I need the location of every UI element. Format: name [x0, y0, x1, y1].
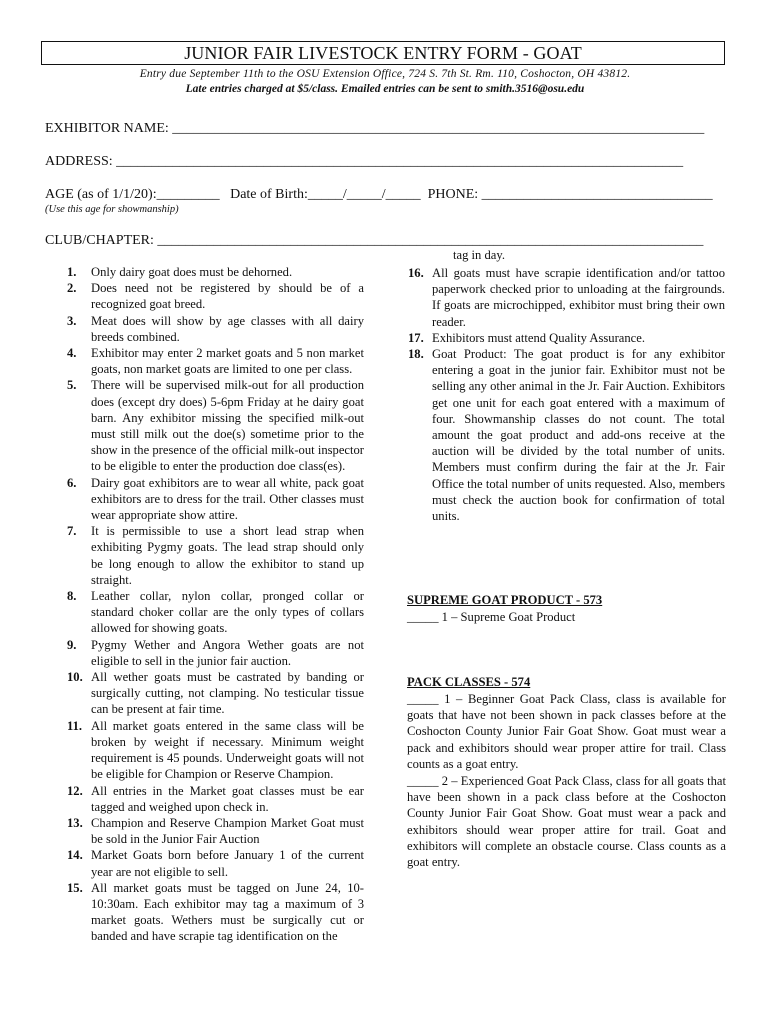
club-chapter-field[interactable]: CLUB/CHAPTER: ______________________________________________________________________________ [45, 233, 704, 248]
rule-number: 17. [408, 330, 424, 345]
rule-text: Goat Product: The goat product is for any exhibitor entering a goat in the junior fair. Exhibitor must not be selling any other animal in the Jr. Fair Auction. Exhibitors get one unit for each goat entered with a maximum of four. Showmanship classes do not count. The total amount the goat product and add-ons receive at the auction will be divided by the total number of units. Members must confirm during the fair at the Jr. Fair Office the total number of units requested. Also, members must check the auction book for confirmation of total units. [432, 347, 725, 524]
rule-text: Only dairy goat does must be dehorned. [91, 265, 293, 279]
rule-text: Meat does will show by age classes with all dairy breeds combined. [91, 313, 364, 344]
rule-text: It is permissible to use a short lead strap when exhibiting Pygmy goats. The lead strap should only be long enough to allow the exhibitor to stand up straight. [91, 524, 364, 587]
rule-number: 5. [67, 378, 77, 393]
rule-text: There will be supervised milk-out for all production does (except dry does) 5-6pm Friday at he dairy goat barn. Any exhibitor missing the specified milk-out must still milk out the doe(s) sometime prior to the show in the presence of the official milk-out inspector to be eligible to enter the production doe class(es). [91, 378, 364, 474]
rule-text: Does need not be registered by should be of a recognized goat breed. [91, 281, 364, 312]
rule-item [387, 265, 725, 330]
rule-number: 11. [67, 718, 83, 733]
rule-number: 12. [67, 783, 83, 798]
rule-item [46, 815, 364, 847]
rule-item [46, 280, 364, 312]
supreme-entry-line[interactable]: _____ 1 – Supreme Goat Product [407, 610, 576, 624]
rule-text: All wether goats must be castrated by banding or surgically cutting, not clamping. No testicular tissue can be present at fair time. [91, 670, 364, 717]
rule-item [46, 783, 364, 815]
rule-item [46, 475, 364, 524]
form-title: JUNIOR FAIR LIVESTOCK ENTRY FORM - GOAT [41, 41, 725, 65]
rule-text: All entries in the Market goat classes must be ear tagged and weighed upon check in. [91, 783, 364, 814]
rule-item [46, 264, 364, 280]
rules-list-right [387, 265, 725, 524]
rule-item [46, 588, 364, 637]
rule-number: 4. [67, 346, 77, 361]
rule-number: 14. [67, 848, 83, 863]
rule-number: 9. [67, 637, 77, 652]
rule-number: 13. [67, 815, 83, 830]
rule-number: 2. [67, 281, 77, 296]
rule-text: Market Goats born before January 1 of the current year are not eligible to sell. [91, 848, 364, 879]
rule-text: Champion and Reserve Champion Market Goat must be sold in the Junior Fair Auction [91, 815, 364, 847]
rule-number: 6. [67, 475, 77, 490]
rule-item [387, 330, 725, 346]
rule-item [46, 523, 364, 588]
rule-number: 16. [408, 266, 424, 280]
rule-item [46, 718, 364, 783]
late-entries-note: Late entries charged at $5/class. Emailed entries can be sent to smith.3516@osu.edu [185, 83, 585, 95]
rule-item [46, 637, 364, 669]
rule-item [46, 669, 364, 718]
pack-heading: PACK CLASSES - 574 [407, 675, 531, 689]
rule-text: Leather collar, nylon collar, pronged collar or standard choker collar are the only types of collars allowed for showing goats. [91, 589, 364, 636]
rule-number: 8. [67, 589, 77, 604]
supreme-heading: SUPREME GOAT PRODUCT - 573 [407, 593, 603, 607]
rule-item [46, 313, 364, 345]
pack-class-2[interactable]: _____ 2 – Experienced Goat Pack Class, class for all goats that have been shown in a pack class before at the Coshocton County Junior Fair Goat Show. Goat must wear a pack and exhibitors should wear proper attire for trail. Goat and exhibitors will complete an obstacle course. Class counts as a goat entry. [407, 774, 726, 870]
rule-number: 15. [67, 880, 83, 895]
rule-text: Dairy goat exhibitors are to wear all white, pack goat exhibitors are to dress for the trail. Other classes must wear appropriate show attire. [91, 475, 364, 523]
rule-text: All market goats entered in the same class will be broken by weight if necessary. Minimum weight requirement is 45 pounds. Underweight goats will not be eligible for Champion or Reserve Champion. [91, 718, 364, 782]
age-hint: (Use this age for showmanship) [45, 204, 179, 215]
rule-text: Exhibitors must attend Quality Assurance. [432, 330, 646, 345]
address-field[interactable]: ADDRESS: _________________________________________________________________________________ [45, 154, 684, 169]
rule-number: 3. [67, 313, 77, 328]
age-dob-phone-field[interactable]: AGE (as of 1/1/20):_________ Date of Birth:_____/_____/_____ PHONE: _________________________________ [45, 187, 713, 202]
rules-list-left [46, 264, 364, 945]
rule-text: All goats must have scrapie identification and/or tattoo paperwork checked prior to unloading at the fairgrounds. If goats are microchipped, exhibitor must bring their own reader. [432, 266, 725, 329]
rule-item [46, 880, 364, 945]
pack-class-1[interactable]: _____ 1 – Beginner Goat Pack Class, class is available for goats that have not been shown in pack classes before at the Coshocton County Junior Fair Goat Show. Goat must wear a pack and exhibitors should wear proper attire for trail. Class counts as a goat entry. [407, 692, 726, 771]
rule-item [387, 346, 725, 524]
rule-text: Exhibitor may enter 2 market goats and 5 non market goats, non market goats are limited to one per class. [91, 346, 364, 377]
rule-number: 10. [67, 670, 83, 685]
entry-due-note: Entry due September 11th to the OSU Extension Office, 724 S. 7th St. Rm. 110, Coshocton, OH 43812. [139, 68, 631, 80]
rule-number: 1. [67, 265, 77, 279]
rule-item [46, 847, 364, 879]
rule-15-continuation: tag in day. [453, 248, 505, 262]
rule-number: 18. [408, 347, 424, 362]
exhibitor-name-field[interactable]: EXHIBITOR NAME: ____________________________________________________________________________ [45, 121, 705, 136]
rule-text: Pygmy Wether and Angora Wether goats are not eligible to sell in the junior fair auction. [91, 637, 364, 668]
rule-item [46, 345, 364, 377]
rule-text: All market goats must be tagged on June 24, 10-10:30am. Each exhibitor may tag a maximum of 3 market goats. Wethers must be surgically cut or banded and have scrapie tag identification on the [91, 880, 364, 944]
rule-number: 7. [67, 524, 77, 539]
rule-item [46, 377, 364, 474]
